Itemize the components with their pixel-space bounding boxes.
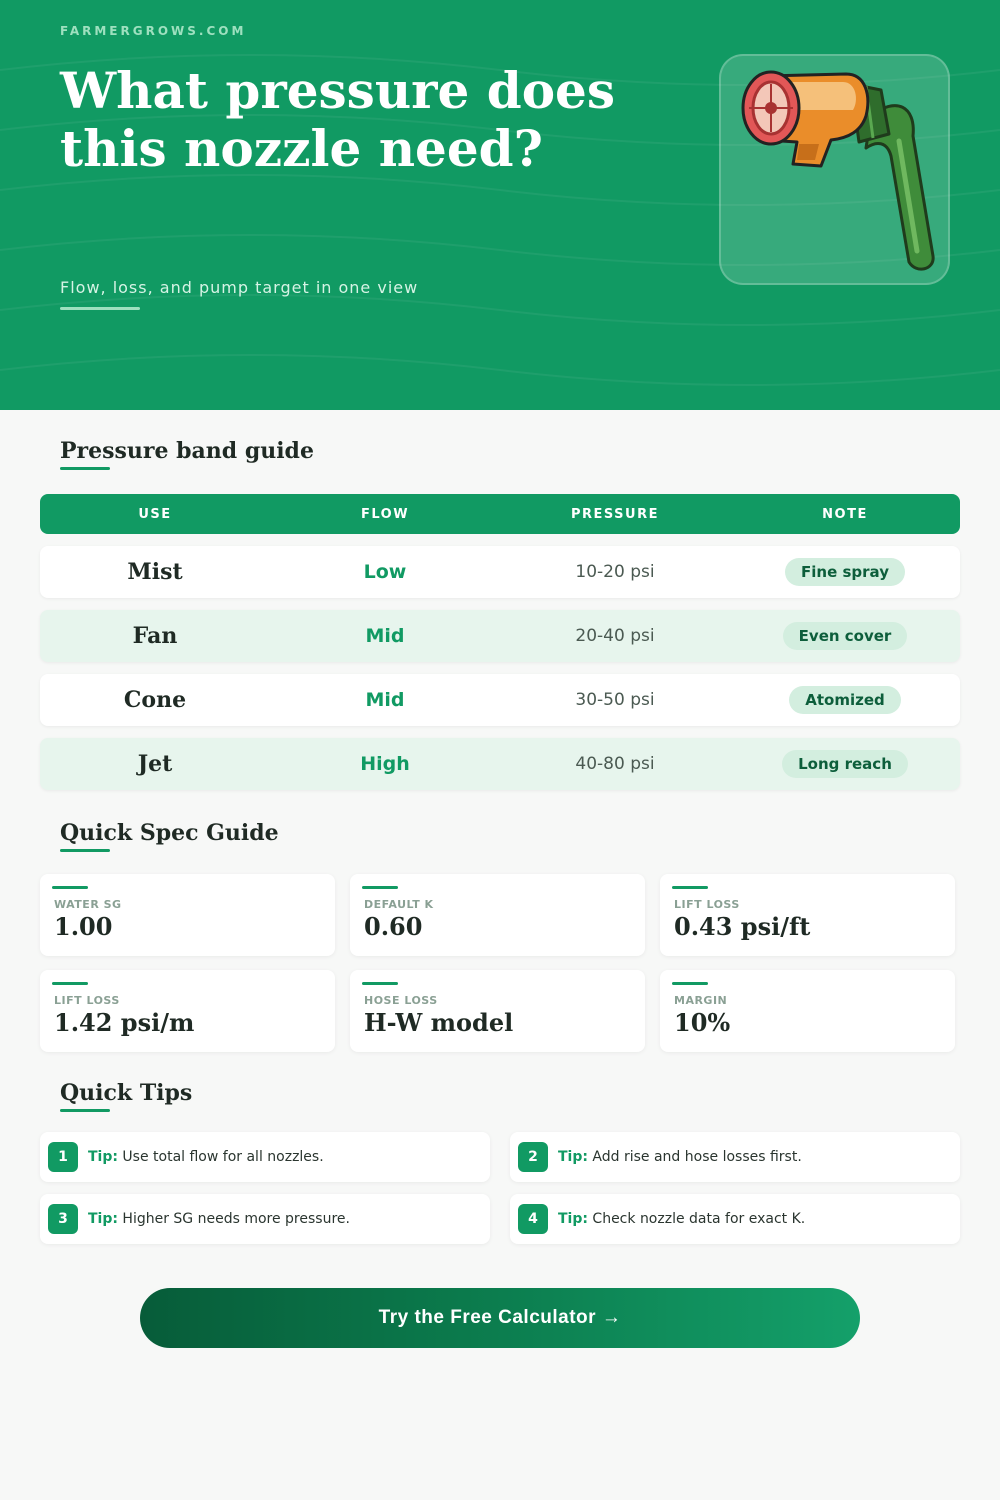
tip-number: 2 [518, 1142, 548, 1172]
tip-text: Check nozzle data for exact K. [592, 1211, 806, 1227]
spray-nozzle-icon [721, 56, 952, 287]
tip-item [40, 1194, 490, 1244]
cell-flow: Mid [365, 689, 405, 711]
table-header [40, 494, 960, 534]
tip-text: Higher SG needs more pressure. [122, 1211, 350, 1227]
page-subtitle: Flow, loss, and pump target in one view [60, 278, 419, 297]
tip-text: Use total flow for all nozzles. [122, 1149, 324, 1165]
tip-number: 3 [48, 1204, 78, 1234]
spec-value: 0.60 [364, 912, 423, 941]
spec-value: 10% [674, 1008, 731, 1037]
tip-number: 1 [48, 1142, 78, 1172]
cell-pressure: 20-40 psi [575, 626, 655, 646]
table-row [40, 674, 960, 726]
tips-underline [60, 1109, 110, 1112]
spec-card [660, 970, 955, 1052]
table-row [40, 610, 960, 662]
tip-lead: Tip: [88, 1211, 118, 1227]
cell-flow: Mid [365, 625, 405, 647]
spec-label: LIFT LOSS [54, 994, 120, 1007]
spec-card [660, 874, 955, 956]
note-badge: Even cover [783, 622, 908, 650]
tip-text: Add rise and hose losses first. [592, 1149, 802, 1165]
spec-guide-underline [60, 849, 110, 852]
cell-flow: Low [363, 561, 407, 583]
band-guide-underline [60, 467, 110, 470]
spec-accent-bar [362, 982, 398, 985]
tip-item [510, 1132, 960, 1182]
tips-title: Quick Tips [60, 1080, 193, 1106]
tip-number: 4 [518, 1204, 548, 1234]
spec-guide-title: Quick Spec Guide [60, 820, 279, 846]
spec-label: WATER SG [54, 898, 122, 911]
spec-accent-bar [362, 886, 398, 889]
tip-lead: Tip: [88, 1149, 118, 1165]
header-use: USE [138, 506, 172, 522]
page-title: What pressure does this nozzle need? [60, 61, 616, 178]
spec-card [350, 970, 645, 1052]
spec-card [350, 874, 645, 956]
spec-card [40, 970, 335, 1052]
spec-value: 1.42 psi/m [54, 1008, 195, 1037]
note-badge: Fine spray [785, 558, 905, 586]
cell-use: Cone [123, 687, 187, 713]
cell-use: Fan [132, 623, 178, 649]
spec-accent-bar [52, 886, 88, 889]
header-note: NOTE [822, 506, 868, 522]
cell-pressure: 30-50 psi [575, 690, 655, 710]
tip-lead: Tip: [558, 1149, 588, 1165]
header-pressure: PRESSURE [570, 506, 659, 522]
spec-label: HOSE LOSS [364, 994, 438, 1007]
spec-accent-bar [672, 886, 708, 889]
spec-value: 0.43 psi/ft [674, 912, 811, 941]
spec-card [40, 874, 335, 956]
spec-accent-bar [52, 982, 88, 985]
spec-label: LIFT LOSS [674, 898, 740, 911]
table-row [40, 546, 960, 598]
tip-item [40, 1132, 490, 1182]
cell-flow: High [360, 753, 410, 775]
free-calculator-button[interactable]: Try the Free Calculator → [140, 1288, 860, 1348]
note-badge: Long reach [782, 750, 908, 778]
spec-accent-bar [672, 982, 708, 985]
table-row [40, 738, 960, 790]
tip-item [510, 1194, 960, 1244]
tip-lead: Tip: [558, 1211, 588, 1227]
cell-use: Mist [127, 559, 183, 585]
subtitle-underline [60, 307, 140, 310]
cell-pressure: 40-80 psi [575, 754, 655, 774]
header-flow: FLOW [360, 506, 410, 522]
spec-label: DEFAULT K [364, 898, 434, 911]
spec-value: 1.00 [54, 912, 113, 941]
band-guide-title: Pressure band guide [60, 438, 314, 464]
cell-pressure: 10-20 psi [575, 562, 655, 582]
spec-label: MARGIN [674, 994, 728, 1007]
note-badge: Atomized [789, 686, 901, 714]
nozzle-image-card [719, 54, 950, 285]
hero-banner [0, 0, 1000, 410]
site-name: FARMERGROWS.COM [60, 24, 247, 38]
spec-value: H-W model [364, 1008, 514, 1037]
cell-use: Jet [137, 751, 173, 777]
